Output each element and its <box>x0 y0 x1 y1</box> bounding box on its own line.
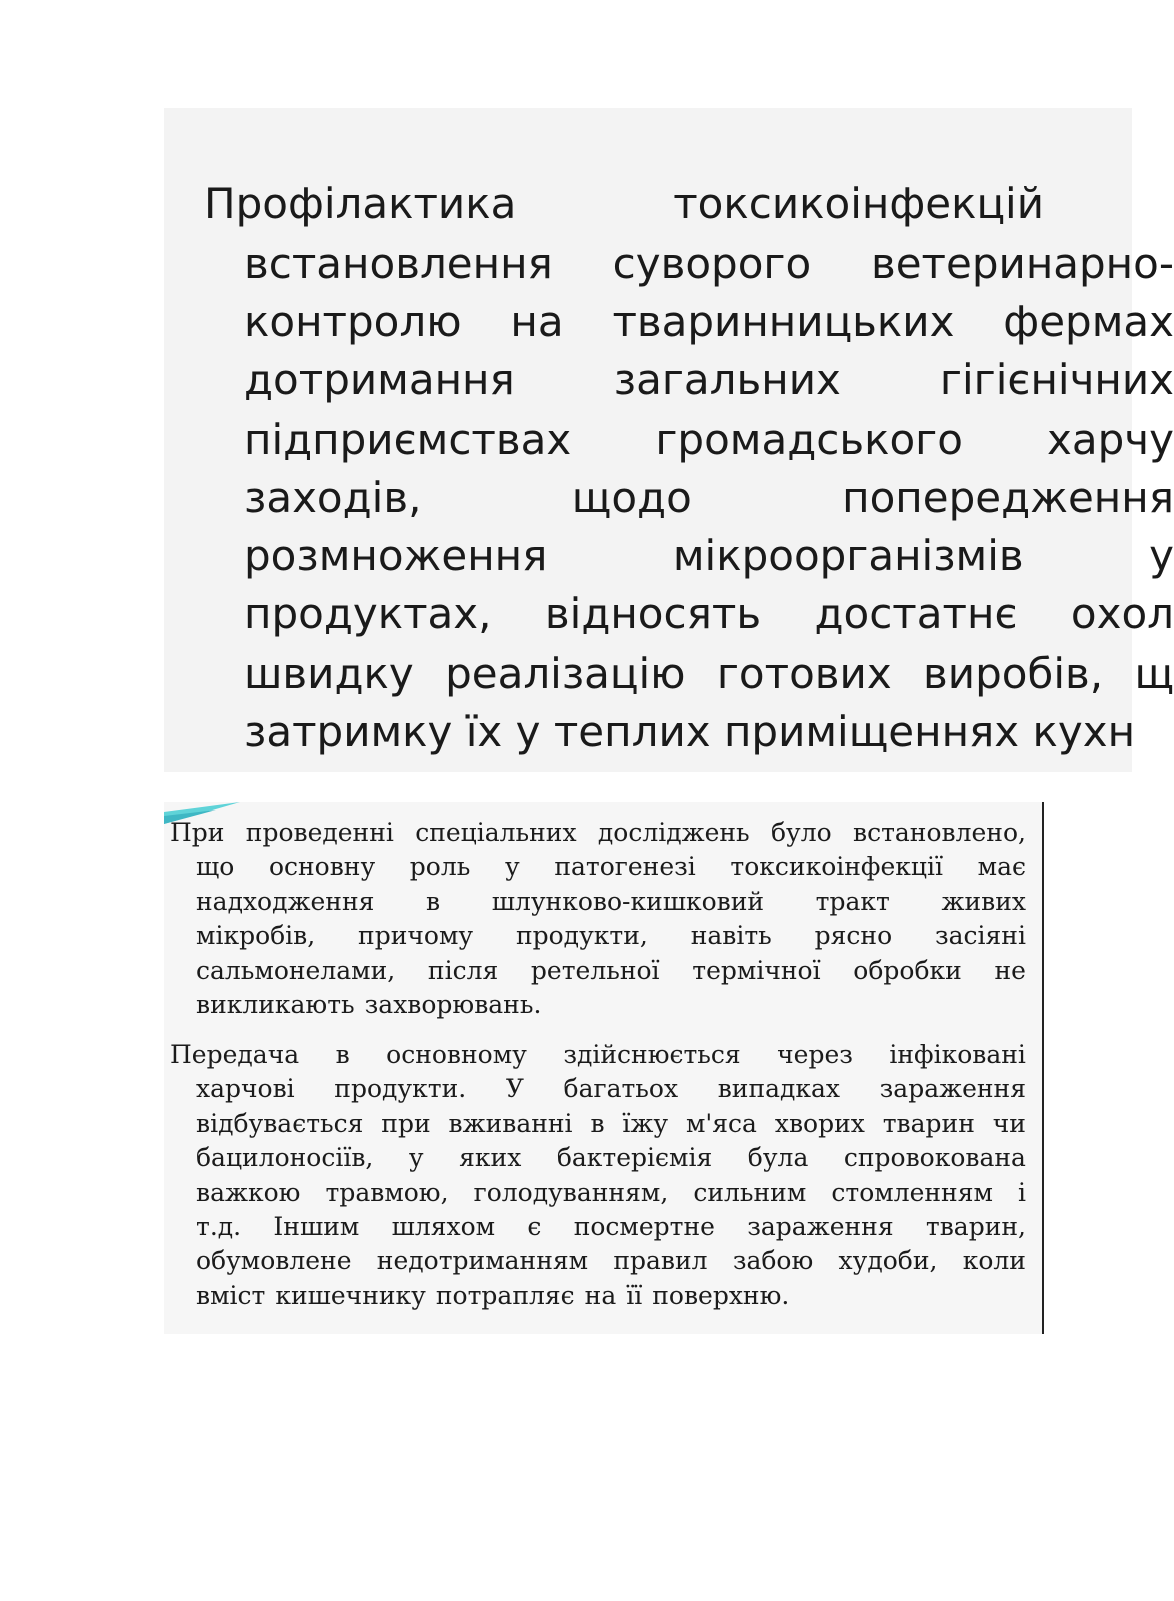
slide1-word: продуктах, <box>244 589 492 638</box>
paragraph-word: м'яса <box>685 1108 757 1138</box>
paragraph-word: викликають <box>196 990 355 1020</box>
paragraph-word: худоби, <box>838 1246 938 1276</box>
paragraph-word: є <box>527 1212 542 1242</box>
paragraph-word: тракт <box>815 886 890 916</box>
paragraph-word: тварин <box>882 1108 975 1138</box>
paragraph-word: їжу <box>622 1108 669 1138</box>
paragraph-word: має <box>977 852 1026 882</box>
paragraph-word: т.д. <box>196 1212 242 1242</box>
paragraph-word: шляхом <box>391 1212 496 1242</box>
paragraph-word: правил <box>613 1246 708 1276</box>
paragraph-word: сильним <box>693 1177 807 1207</box>
paragraph-word: бактеріємія <box>556 1143 713 1173</box>
paragraph-line <box>170 816 1026 850</box>
slide1-word: щ <box>1134 649 1174 698</box>
paragraph-line <box>170 919 1026 953</box>
paragraph-word: в <box>335 1040 350 1069</box>
slide1-line <box>244 648 1174 700</box>
paragraph-word: було <box>770 818 832 847</box>
paragraph-line <box>170 1210 1026 1244</box>
slide1-word: контролю <box>244 297 462 346</box>
slide1-word: швидку <box>244 649 414 698</box>
paragraph-word: захворювань. <box>364 990 542 1020</box>
paragraph-word: термічної <box>692 955 821 985</box>
slide1-word: мікроорганізмів <box>672 531 1024 580</box>
paragraph-word: зараження <box>747 1212 894 1242</box>
paragraph-word: продукти, <box>515 921 648 951</box>
paragraph-pathogenesis <box>170 816 1026 1022</box>
paragraph-word: роль <box>409 852 471 882</box>
paragraph-word: на <box>584 1280 617 1310</box>
paragraph-word: спровокована <box>843 1143 1026 1173</box>
slide1-word: розмноження <box>244 531 548 580</box>
paragraph-word: багатьох <box>563 1074 679 1104</box>
slide1-line <box>244 238 1174 290</box>
paragraph-word: вміст <box>196 1280 266 1310</box>
slide1-word: затримку їх у теплих приміщеннях кухн <box>244 707 1136 756</box>
slide1-word: харчу <box>1047 415 1174 464</box>
paragraph-word: чи <box>992 1108 1026 1138</box>
paragraph-line <box>170 1141 1026 1175</box>
paragraph-word: була <box>747 1143 809 1173</box>
paragraph-word: голодуванням, <box>473 1177 669 1207</box>
paragraph-word: в <box>426 886 441 916</box>
paragraph-word: Передача <box>170 1040 300 1069</box>
paragraph-line <box>170 1279 1026 1313</box>
slide1-word: готових <box>716 649 892 698</box>
paragraph-line <box>170 1244 1026 1278</box>
paragraph-word: засіяні <box>934 921 1026 951</box>
slide1-word: встановлення <box>244 239 553 288</box>
paragraph-word: потрапляє <box>435 1280 575 1310</box>
paragraph-word: забою <box>732 1246 814 1276</box>
paragraph-word: здійснюється <box>563 1040 741 1069</box>
paragraph-word: надходження <box>196 886 375 916</box>
slide1-word: на <box>510 297 564 346</box>
slide1-word: дотримання <box>244 355 515 404</box>
paragraph-word: в <box>590 1108 605 1138</box>
paragraph-word: кишечнику <box>275 1280 426 1310</box>
slide1-word: попередження <box>842 473 1174 522</box>
paragraph-word: випадках <box>717 1074 841 1104</box>
paragraph-word: недотриманням <box>376 1246 589 1276</box>
slide1-word: токсикоінфекцій <box>673 179 1044 228</box>
slide1-word: охол <box>1070 589 1174 638</box>
slide1-word: Профілактика <box>204 179 517 228</box>
paragraph-word: навіть <box>690 921 772 951</box>
slide1-word: гігієнічних <box>939 355 1174 404</box>
slide1-word: фермах <box>1003 297 1174 346</box>
paragraph-word: проведенні <box>245 818 394 847</box>
slide1-word: громадського <box>655 415 963 464</box>
paragraph-word: бацилоносіїв, <box>196 1143 374 1173</box>
paragraph-word: спеціальних <box>415 818 577 847</box>
slide1-line <box>244 472 1174 524</box>
paragraph-word: при <box>381 1108 431 1138</box>
paragraph-word: досліджень <box>597 818 750 847</box>
paragraph-word: стомленням <box>831 1177 993 1207</box>
paragraph-word: токсикоінфекції <box>730 852 943 882</box>
slide1-word: загальних <box>613 355 841 404</box>
paragraph-word: У <box>505 1074 524 1104</box>
slide1-word: достатнє <box>814 589 1018 638</box>
slide1-word: ветеринарно- <box>870 239 1174 288</box>
paragraph-transmission <box>170 1038 1026 1313</box>
paragraph-word: рясно <box>814 921 893 951</box>
paragraph-word: важкою <box>196 1177 301 1207</box>
paragraph-word: яких <box>459 1143 522 1173</box>
paragraph-word: через <box>777 1040 853 1069</box>
paragraph-word: основну <box>268 852 376 882</box>
paragraph-line <box>170 1072 1026 1106</box>
paragraph-word: основному <box>386 1040 527 1069</box>
paragraph-word: ретельної <box>530 955 660 985</box>
slide1-line <box>244 588 1174 640</box>
paragraph-word: патогенезі <box>554 852 696 882</box>
paragraph-word: що <box>196 852 235 882</box>
slide1-line <box>244 414 1174 466</box>
slide1-line <box>204 178 1044 230</box>
paragraph-word: зараження <box>879 1074 1026 1104</box>
slide1-word: заходів, <box>244 473 422 522</box>
paragraph-line <box>170 1107 1026 1141</box>
slide1-word: підприємствах <box>244 415 572 464</box>
slide-prophylaxis <box>164 108 1174 772</box>
paragraph-word: її <box>626 1280 643 1310</box>
paragraph-word: сальмонелами, <box>196 955 396 985</box>
slide1-line <box>244 706 1135 758</box>
slide1-word: суворого <box>612 239 812 288</box>
paragraph-word: травмою, <box>325 1177 449 1207</box>
paragraph-word: відбувається <box>196 1108 364 1138</box>
paragraph-word: хворих <box>774 1108 865 1138</box>
paragraph-word: поверхню. <box>652 1280 790 1310</box>
paragraph-word: встановлено, <box>853 818 1026 847</box>
paragraph-word: причому <box>358 921 474 951</box>
paragraph-word: коли <box>962 1246 1026 1276</box>
paragraph-word: шлунково-кишковий <box>491 886 765 916</box>
slide1-word: щодо <box>571 473 692 522</box>
slide1-line <box>244 296 1174 348</box>
slide-pathogenesis <box>164 802 1044 1334</box>
paragraph-line <box>170 1176 1026 1210</box>
paragraph-word: у <box>408 1143 424 1173</box>
paragraph-word: обробки <box>853 955 962 985</box>
paragraph-word: обумовлене <box>196 1246 352 1276</box>
paragraph-word: живих <box>941 886 1026 916</box>
slide1-word: відносять <box>544 589 762 638</box>
paragraph-word: і <box>1018 1177 1026 1207</box>
paragraph-word: мікробів, <box>196 921 316 951</box>
slide1-word: у <box>1149 531 1174 580</box>
paragraph-line <box>170 954 1026 988</box>
paragraph-line <box>170 988 1026 1022</box>
paragraph-word: продукти. <box>334 1074 467 1104</box>
paragraph-line <box>170 885 1026 919</box>
paragraph-word: Іншим <box>273 1212 360 1242</box>
slide1-line <box>244 354 1174 406</box>
paragraph-line <box>170 850 1026 884</box>
paragraph-word: посмертне <box>573 1212 715 1242</box>
paragraph-word: після <box>427 955 499 985</box>
slide1-word: реалізацію <box>445 649 686 698</box>
paragraph-word: не <box>994 955 1026 985</box>
paragraph-word: у <box>504 852 520 882</box>
paragraph-word: інфіковані <box>889 1040 1026 1069</box>
paragraph-word: вживанні <box>448 1108 573 1138</box>
slide1-word: тваринницьких <box>612 297 955 346</box>
slide1-line <box>244 530 1174 582</box>
paragraph-word: тварин, <box>925 1212 1026 1242</box>
paragraph-word: При <box>170 818 225 847</box>
slide1-word: виробів, <box>923 649 1104 698</box>
paragraph-line <box>170 1038 1026 1072</box>
paragraph-word: харчові <box>196 1074 295 1104</box>
slide-right-border <box>1042 802 1044 1334</box>
